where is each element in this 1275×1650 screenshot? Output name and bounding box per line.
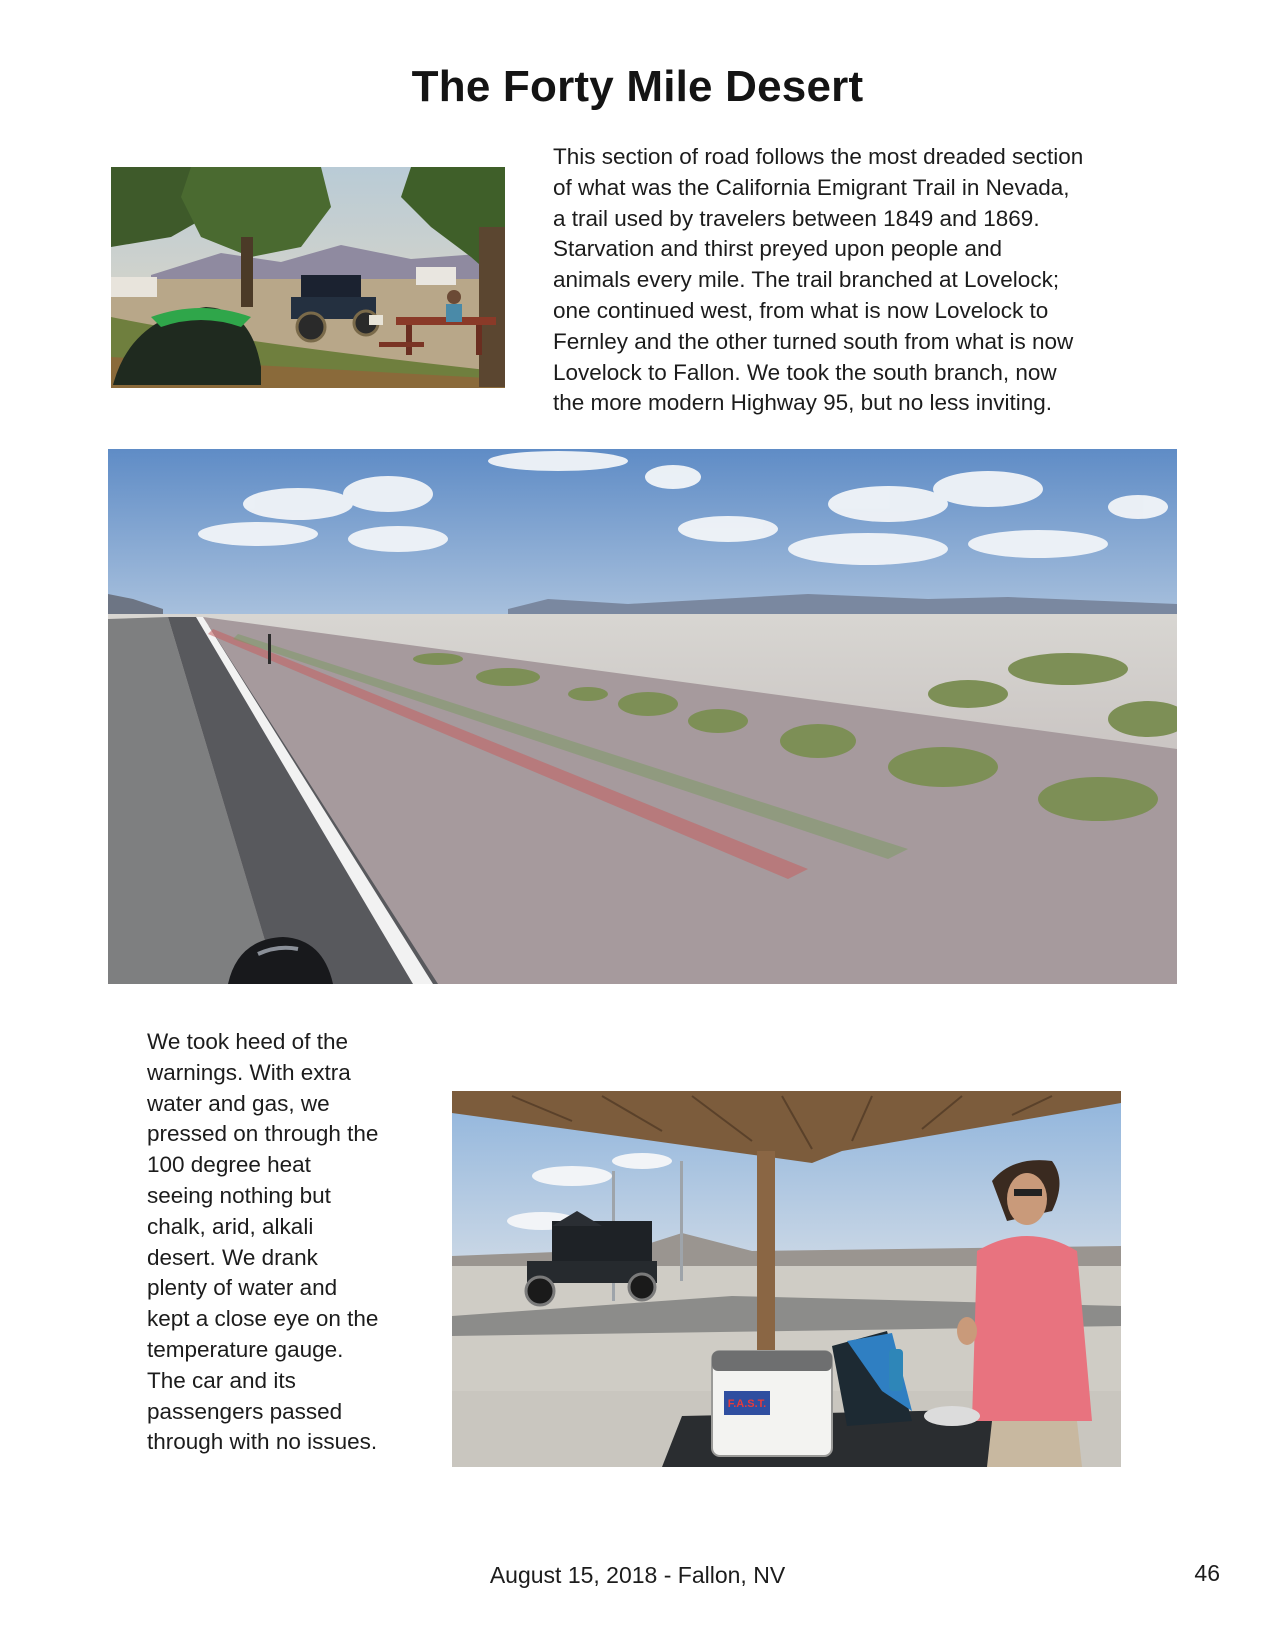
page-title: The Forty Mile Desert — [411, 62, 864, 111]
body-paragraph — [147, 1027, 437, 1458]
intro-line: the more modern Highway 95, but no less inviting. — [553, 390, 1053, 416]
body-line: pressed on through the — [147, 1121, 379, 1147]
cooler-brand-label: F.A.S.T. — [727, 1398, 767, 1410]
intro-line: animals every mile. The trail branched at Lovelock; — [553, 267, 1060, 293]
body-line: water and gas, we — [147, 1090, 330, 1116]
intro-line: one continued west, from what is now Lovelock to — [553, 297, 1049, 323]
body-line: plenty of water and — [147, 1275, 338, 1301]
intro-line: Fernley and the other turned south from what is now — [553, 328, 1074, 354]
body-line: passengers passed — [147, 1398, 343, 1424]
body-line: warnings. With extra — [147, 1059, 351, 1085]
body-line: through with no issues. — [147, 1429, 378, 1455]
intro-line: a trail used by travelers between 1849 and 1869. — [553, 205, 1040, 231]
desert-highway-photo — [108, 449, 1177, 984]
body-line: seeing nothing but — [147, 1182, 331, 1208]
body-line: temperature gauge. — [147, 1336, 344, 1362]
footer-caption: August 15, 2018 - Fallon, NV — [489, 1562, 786, 1588]
body-line: We took heed of the — [147, 1029, 348, 1054]
body-line: The car and its — [147, 1367, 296, 1393]
intro-line: Starvation and thirst preyed upon people and — [553, 236, 1003, 262]
body-line: chalk, arid, alkali — [147, 1213, 314, 1239]
intro-line: of what was the California Emigrant Trail in Nevada, — [553, 174, 1070, 200]
body-line: desert. We drank — [147, 1244, 318, 1270]
page-number: 46 — [1194, 1560, 1220, 1586]
rest-area-photo — [452, 1091, 1121, 1467]
body-line: 100 degree heat — [147, 1152, 311, 1178]
body-line: kept a close eye on the — [147, 1306, 379, 1332]
intro-line: This section of road follows the most dreaded section — [553, 144, 1084, 169]
intro-line: Lovelock to Fallon. We took the south branch, now — [553, 359, 1057, 385]
intro-paragraph — [553, 142, 1153, 419]
campsite-photo — [111, 167, 505, 388]
